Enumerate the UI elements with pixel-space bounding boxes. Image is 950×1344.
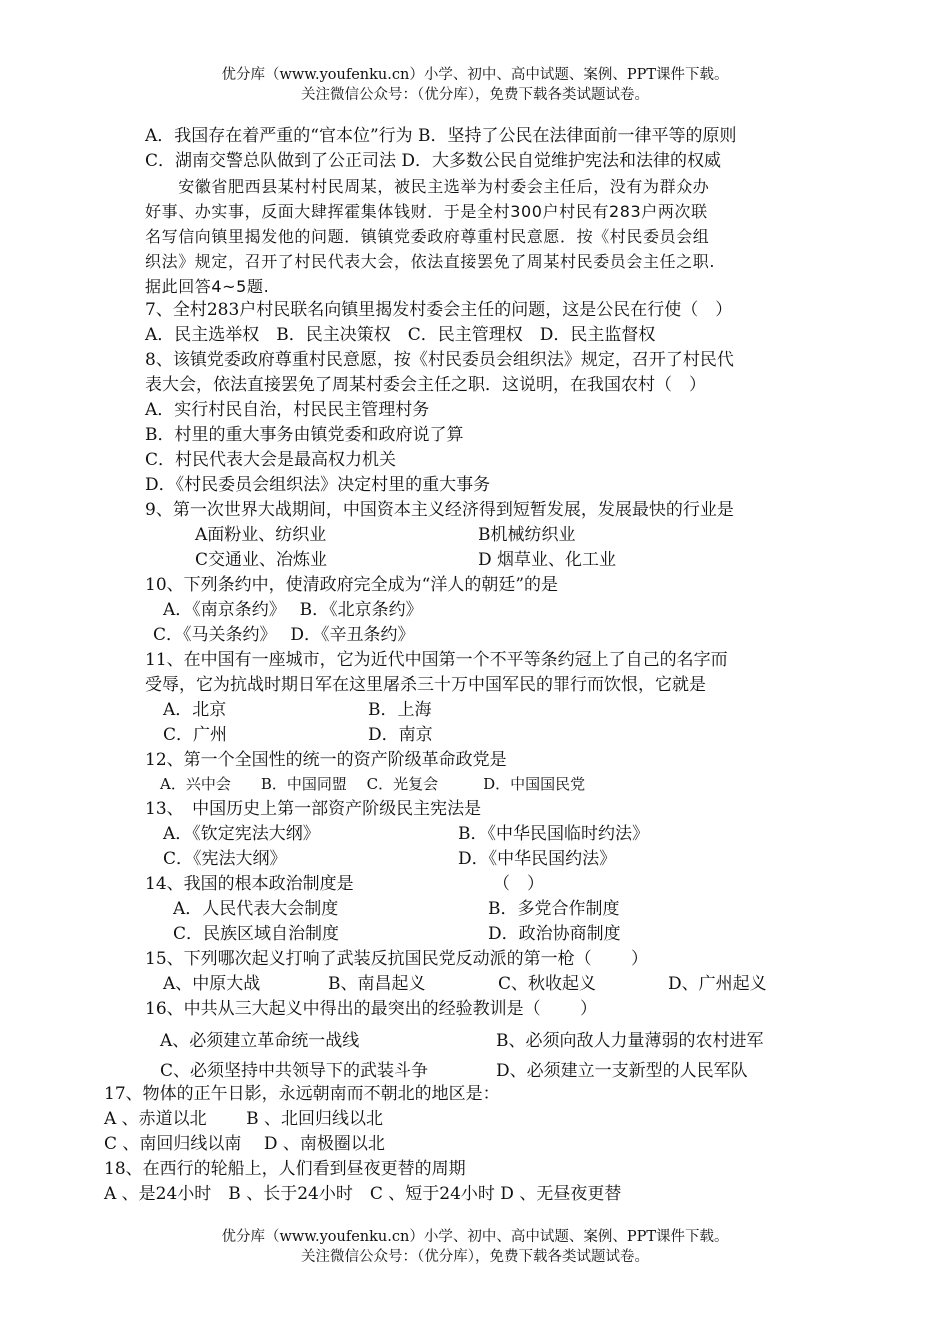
q15-option-b: B、南昌起义 <box>328 974 426 994</box>
q15-option-a: A、中原大战 <box>163 974 261 994</box>
q8-stem-1: 8、该镇党委政府尊重村民意愿，按《村民委员会组织法》规定，召开了村民代 <box>145 350 734 370</box>
q16-stem: 16、中共从三大起义中得出的最突出的经验教训是（ ） <box>145 999 598 1019</box>
q11-stem-2: 受辱，它为抗战时期日军在这里屠杀三十万中国军民的罪行而饮恨，它就是 <box>145 675 706 695</box>
q9-option-c: C交通业、冶炼业 <box>195 550 328 570</box>
q18-options: A 、是24小时 B 、长于24小时 C 、短于24小时 D 、无昼夜更替 <box>104 1184 622 1204</box>
q14-option-c: C．民族区域自治制度 <box>173 924 340 944</box>
q11-option-a: A．北京 <box>163 700 227 720</box>
q11-option-d: D．南京 <box>368 725 433 745</box>
q13-stem: 13、 中国历史上第一部资产阶级民主宪法是 <box>145 799 482 819</box>
q13-option-c: C．《宪法大纲》 <box>163 849 287 869</box>
prev-options-cd: C．湖南交警总队做到了公正司法 D．大多数公民自觉维护宪法和法律的权威 <box>145 151 722 171</box>
q12-options: A．兴中会 B．中国同盟 C．光复会 D．中国国民党 <box>160 775 586 793</box>
q16-option-c: C、必须坚持中共领导下的武装斗争 <box>160 1061 429 1081</box>
q8-option-b: B．村里的重大事务由镇党委和政府说了算 <box>145 425 464 445</box>
q14-option-a: A．人民代表大会制度 <box>173 899 339 919</box>
q9-stem: 9、第一次世界大战期间，中国资本主义经济得到短暂发展，发展最快的行业是 <box>145 500 734 520</box>
q12-stem: 12、第一个全国性的统一的资产阶级革命政党是 <box>145 750 507 770</box>
header-line-1: 优分库（www.youfenku.cn）小学、初中、高中试题、案例、PPT课件下载。 <box>221 67 729 83</box>
q7-options: A．民主选举权 B．民主决策权 C．民主管理权 D．民主监督权 <box>145 325 656 345</box>
q11-option-c: C．广州 <box>163 725 228 745</box>
q13-option-d: D．《中华民国约法》 <box>458 849 617 869</box>
q14-option-d: D．政治协商制度 <box>488 924 621 944</box>
q11-option-b: B．上海 <box>368 700 432 720</box>
q8-option-d: D．《村民委员会组织法》决定村里的重大事务 <box>145 475 491 495</box>
q9-option-a: A面粉业、纺织业 <box>195 525 327 545</box>
q16-option-d: D、必须建立一支新型的人民军队 <box>496 1061 748 1081</box>
q15-option-c: C、秋收起义 <box>498 974 597 994</box>
q14-stem: 14、我国的根本政治制度是 <box>145 874 354 894</box>
passage-line-1: 安徽省肥西县某村村民周某，被民主选举为村委会主任后，没有为群众办 <box>145 177 710 196</box>
q14-answer-paren: （ ） <box>493 874 544 894</box>
header-line-2: 关注微信公众号：（优分库），免费下载各类试题试卷。 <box>301 87 649 103</box>
q15-option-d: D、广州起义 <box>668 974 767 994</box>
q9-option-d: D 烟草业、化工业 <box>478 550 617 570</box>
q10-options-ab: A．《南京条约》 B．《北京条约》 <box>163 600 423 620</box>
q8-option-a: A．实行村民自治，村民民主管理村务 <box>145 400 430 420</box>
q8-option-c: C．村民代表大会是最高权力机关 <box>145 450 397 470</box>
q17-options-cd: C 、南回归线以南 D 、南极圈以北 <box>104 1134 385 1154</box>
passage-line-5: 据此回答4~5题. <box>145 277 270 296</box>
q18-stem: 18、在西行的轮船上，人们看到昼夜更替的周期 <box>104 1159 466 1179</box>
q15-stem: 15、下列哪次起义打响了武装反抗国民党反动派的第一枪（ ） <box>145 949 649 969</box>
q11-stem-1: 11、在中国有一座城市，它为近代中国第一个不平等条约冠上了自己的名字而 <box>145 650 728 670</box>
passage-line-4: 织法》规定，召开了村民代表大会，依法直接罢免了周某村民委员会主任之职. <box>145 252 716 271</box>
passage-line-2: 好事、办实事，反面大肆挥霍集体钱财．于是全村300户村民有283户两次联 <box>145 202 708 221</box>
footer-line-2: 关注微信公众号：（优分库），免费下载各类试题试卷。 <box>301 1249 649 1265</box>
q17-stem: 17、物体的正午日影，永远朝南而不朝北的地区是： <box>104 1084 500 1104</box>
footer-line-1: 优分库（www.youfenku.cn）小学、初中、高中试题、案例、PPT课件下载。 <box>221 1229 729 1245</box>
q9-option-b: B机械纺织业 <box>478 525 576 545</box>
q13-option-b: B．《中华民国临时约法》 <box>458 824 649 844</box>
q8-stem-2: 表大会，依法直接罢免了周某村委会主任之职．这说明，在我国农村（ ） <box>145 375 706 395</box>
q16-option-b: B、必须向敌人力量薄弱的农村进军 <box>496 1031 764 1051</box>
q16-option-a: A、必须建立革命统一战线 <box>160 1031 360 1051</box>
q14-option-b: B．多党合作制度 <box>488 899 620 919</box>
q10-options-cd: C．《马关条约》 D．《辛丑条约》 <box>153 625 415 645</box>
q17-options-ab: A 、赤道以北 B 、北回归线以北 <box>104 1109 383 1129</box>
passage-line-3: 名写信向镇里揭发他的问题．镇镇党委政府尊重村民意愿．按《村民委员会组 <box>145 227 710 246</box>
q10-stem: 10、下列条约中，使清政府完全成为“洋人的朝廷”的是 <box>145 575 559 595</box>
q7-stem: 7、全村283户村民联名向镇里揭发村委会主任的问题，这是公民在行使（ ） <box>145 300 733 320</box>
q13-option-a: A．《钦定宪法大纲》 <box>163 824 320 844</box>
prev-options-ab: A．我国存在着严重的“官本位”行为 B．坚持了公民在法律面前一律平等的原则 <box>145 126 737 146</box>
